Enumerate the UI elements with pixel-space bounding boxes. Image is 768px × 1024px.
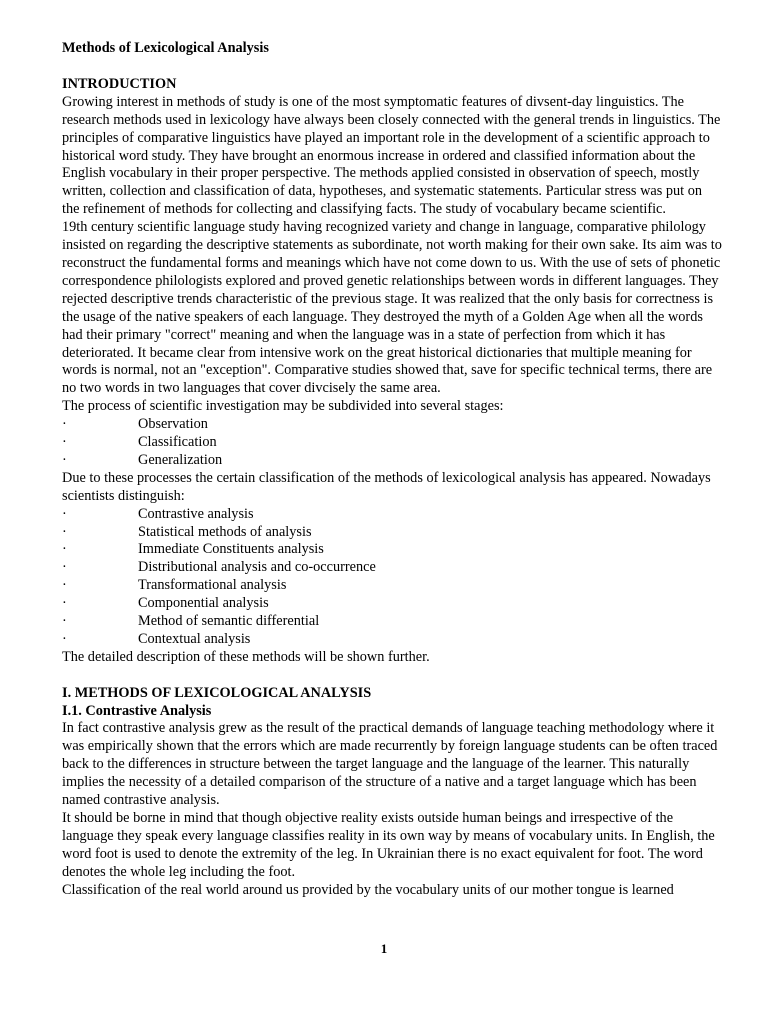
intro-paragraph-1: Growing interest in methods of study is one of the most symptomatic features of divsent-day linguistics. The research methods used in lexicology have always been closely connected with the general trends in linguistics. The principles of comparative linguistics have played an important role in the development of a scientific approach to historical word study. They have brought an enormous increase in ordered and classified information about the English vocabulary in their proper perspective. The methods applied consisted in observation of speech, mostly written, collection and classification of data, hypotheses, and systematic statements. Particular stress was put on the refinement of methods for collecting and classifying facts. The study of vocabulary became scientific. (62, 93, 721, 218)
list-item (62, 595, 722, 613)
list-item (62, 631, 722, 649)
bullet: · (62, 595, 67, 612)
list-item (62, 613, 722, 631)
list-item (62, 506, 722, 524)
bullet: · (62, 416, 67, 433)
list-item-label: Immediate Constituents analysis (138, 541, 324, 558)
list-item-label: Statistical methods of analysis (138, 523, 312, 540)
intro-heading: INTRODUCTION (62, 75, 177, 92)
bullet: · (62, 434, 67, 451)
section-paragraph-2: It should be borne in mind that though objective reality exists outside human beings and irrespective of the language they speak every language classifies reality in its own way by means of vocabulary units. In English, the word foot is used to denote the extremity of the leg. In Ukrainian there is no exact equivalent for foot. The word denotes the whole leg including the foot. (62, 809, 715, 880)
list-item-label: Contrastive analysis (138, 505, 254, 522)
list-item (62, 559, 722, 577)
section-heading: I. METHODS OF LEXICOLOGICAL ANALYSIS (62, 684, 372, 701)
list-item-label: Contextual analysis (138, 630, 251, 647)
bullet: · (62, 577, 67, 594)
list-item-label: Classification (138, 434, 217, 451)
list-item (62, 434, 722, 452)
bullet: · (62, 523, 67, 540)
bullet: · (62, 630, 67, 647)
subsection-heading: I.1. Contrastive Analysis (62, 702, 212, 719)
list-item-label: Componential analysis (138, 595, 269, 612)
bullet: · (62, 612, 67, 629)
list-item (62, 541, 722, 559)
list-item-label: Method of semantic differential (138, 612, 320, 629)
list-item-label: Observation (138, 416, 208, 433)
stages-list (62, 416, 722, 470)
bullet: · (62, 559, 67, 576)
list-item-label: Distributional analysis and co-occurrence (138, 559, 376, 576)
bullet: · (62, 451, 67, 468)
list-item (62, 524, 722, 542)
after-methods-paragraph: The detailed description of these methods will be shown further. (62, 648, 430, 665)
bullet: · (62, 541, 67, 558)
list-item-label: Generalization (138, 451, 223, 468)
after-stages-paragraph: Due to these processes the certain classification of the methods of lexicological analysis has appeared. Nowadays scientists distinguish: (62, 469, 711, 504)
intro-paragraph-3: The process of scientific investigation may be subdivided into several stages: (62, 398, 504, 415)
bullet: · (62, 505, 67, 522)
page-number: 1 (380, 941, 388, 956)
spacer (62, 667, 722, 685)
list-item-label: Transformational analysis (138, 577, 287, 594)
document-body (62, 40, 722, 900)
section-paragraph-3: Classification of the real world around us provided by the vocabulary units of our mother tongue is learned (62, 881, 674, 898)
list-item (62, 452, 722, 470)
intro-paragraph-2: 19th century scientific language study having recognized variety and change in language, comparative philology insisted on regarding the descriptive statements as subordinate, not worth making for their own sake. Its aim was to reconstruct the fundamental forms and meanings which have not come down to us. With the use of sets of phonetic correspondence philologists explored and proved genetic relationships between words in different languages. They rejected descriptive trends characteristic of the previous stage. It was realized that the only basis for correctness is the usage of the native speakers of each language. They destroyed the myth of a Golden Age when all the words had their primary "correct" meaning and when the language was in a state of perfection from which it has deteriorated. It became clear from intensive work on the great historical dictionaries that multiple meaning for words is normal, not an "exception". Comparative studies showed that, save for specific technical terms, there are no two words in two languages that cover divcisely the same area. (62, 219, 722, 397)
methods-list (62, 506, 722, 649)
spacer (62, 58, 722, 76)
list-item (62, 577, 722, 595)
document-title: Methods of Lexicological Analysis (62, 40, 269, 56)
section-paragraph-1: In fact contrastive analysis grew as the result of the practical demands of language teaching methodology where it was empirically shown that the errors which are made recurrently by foreign language students can be often traced back to the differences in structure between the target language and the language of the learner. This naturally implies the necessity of a detailed comparison of the structure of a native and a target language which has been named contrastive analysis. (62, 720, 718, 809)
list-item (62, 416, 722, 434)
